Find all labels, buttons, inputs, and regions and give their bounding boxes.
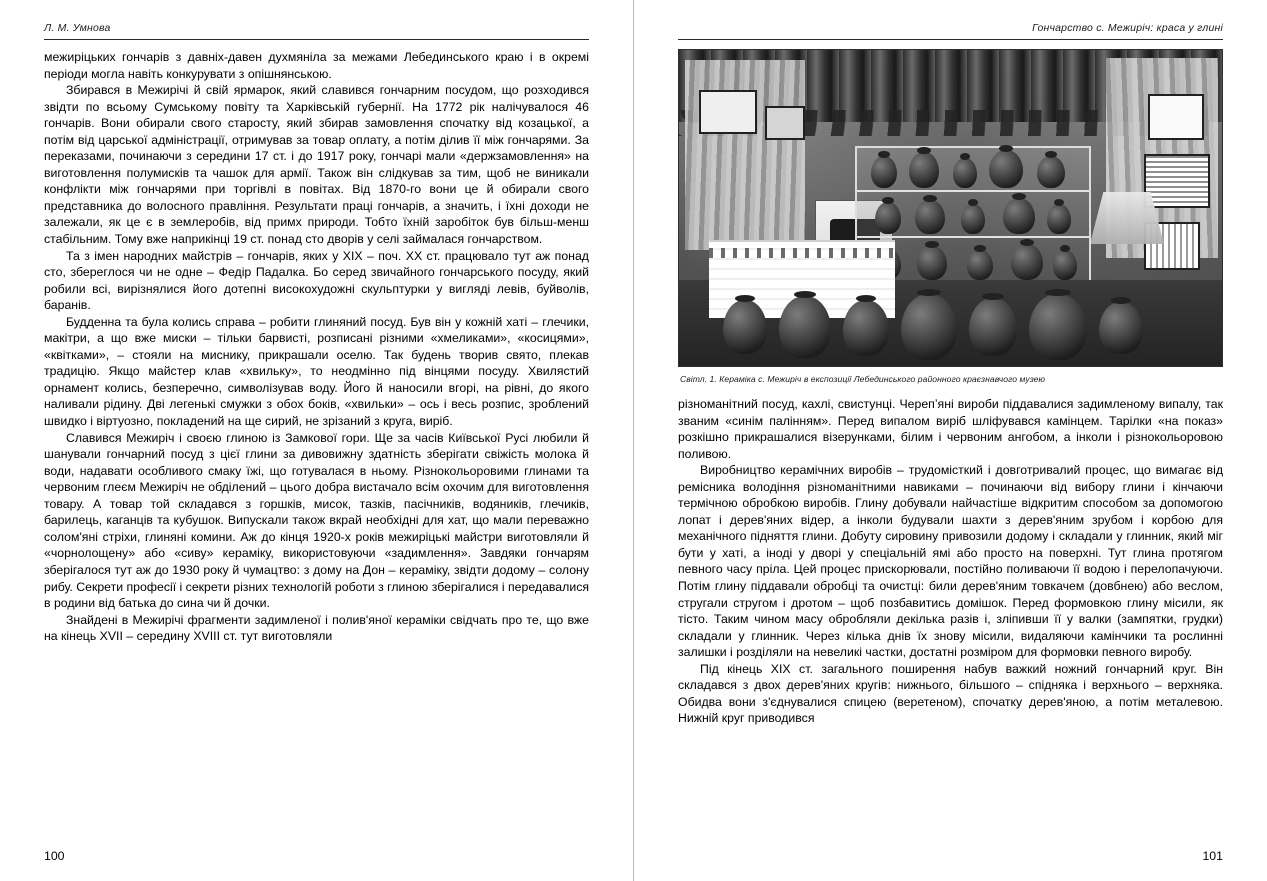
ceramic-pot <box>953 158 977 188</box>
ceramic-pot <box>961 204 985 234</box>
ceramic-pot-floor <box>1099 302 1143 354</box>
ceramic-pot <box>875 202 901 234</box>
ceramic-pot <box>909 152 939 188</box>
ceramic-pot-floor <box>1029 294 1087 360</box>
ceramic-pot <box>1053 250 1077 280</box>
running-head-left: Л. М. Умнова <box>44 22 111 34</box>
ceramic-pot <box>1003 198 1035 234</box>
museum-exposition-photo <box>679 50 1222 366</box>
body-text-left <box>44 49 589 645</box>
embroidered-towel <box>1144 154 1210 208</box>
wall-frame <box>699 90 757 134</box>
ceramic-pot-floor <box>723 300 767 354</box>
ceramic-pot-floor <box>969 298 1017 356</box>
page-number-right: 101 <box>1202 849 1223 863</box>
running-head-right: Гончарство с. Межиріч: краса у глині <box>1032 22 1223 34</box>
page-right-content <box>678 22 1223 855</box>
ceramic-pot <box>915 200 945 234</box>
page-number-left: 100 <box>44 849 65 863</box>
header-rule-right <box>678 39 1223 40</box>
paragraph: межиріцьких гончарів з давніх-давен духмяніла за межами Лебединського краю і в окремі періоди могла навіть конкурувати з опішнянською. <box>44 50 589 81</box>
paragraph: Збирався в Межирічі й свій ярмарок, який славився гончарним посудом, що розходився звідти по всьому Сумському повіту та Харківській губернії. На 1772 рік налічувалося 46 гончарів. Вони обирали свого старосту, який збирав замовлення спочатку від козацької, а потім від царської адміністрації, отримував за товар оплату, а потім ділив її між гончарями. За переказами, починаючи з середини 17 ст. і до 1917 року, гончарі мали «держзамовлення» на виготовлення полумисків та чашок для армії. Також він слідкував за тим, щоб не виникали конфлікти між гончарями при торгівлі в повітах. Від 1870-го вони це й обирали свого представника до волосного правління. Результати праці гончарів, а значить, і їхні доходи не залежали, як це є в землеробів, від примх природи. Тобто їхній заробіток був більш-менш стабільним. Тому вже наприкінці 19 ст. понад сто дворів у селі займалася гончарством. <box>44 83 589 247</box>
ceramic-pot <box>967 250 993 280</box>
wall-frame <box>1148 94 1204 140</box>
ceramic-pot <box>989 150 1023 188</box>
photo-frame <box>678 49 1223 367</box>
page-left-content <box>44 22 589 855</box>
shelf <box>857 236 1089 238</box>
ceramic-pot <box>1047 204 1071 234</box>
ceramic-pot-floor <box>901 294 957 360</box>
figure-ceramics <box>678 49 1223 384</box>
wall-frame <box>765 106 805 140</box>
paragraph: Славився Межиріч і своєю глиною із Замкової гори. Ще за часів Київської Русі любили й шанували гончарний посуд з цієї глини за дивовижну здатність зберігати свіжість молока й води, надавати особливого смаку їжі, що готувалася в ньому. Різнокольоровими глинами та червоним глеєм Межиріч не обділений – цього добра вистачало всім охочим для виготовлення товару. А товар той складався з горшків, мисок, тазків, пасічників, водяників, глечиків, барилець, каганців та кубушок. Випускали також вкрай необхідні для хат, що мали переважно солом'яні стріхи, глиняні комини. Аж до кінця 1920-х років межиріцькі майстри виготовляли й «чорнолощену» або «сиву» кераміку, використовуючи «задимлення». Завдяки гончарям зберігалося тут аж до 1930 року й чумацтво: з дому на Дон – кераміку, звідти додому – солону рибу. Секрети професії і секрети різних технологій роботи з глиною зберігалися і передавалися в родини від батька до сина чи й дочки. <box>44 430 589 611</box>
ceramic-pot-floor <box>843 300 889 356</box>
left-curtain <box>685 60 805 250</box>
paragraph: Виробництво керамічних виробів – трудомісткий і довготривалий процес, що вимагає від ремісника володіння різноманітними навиками – починаючи від вибору глини і кінчаючи термічною обробкою виробів. Глину добували найчастіше відкритим способом за допомогою лопат і дерев'яних відер, а інколи будували шахти з дерев'яним зрубом і корбою для механічного підняття глини. Добуту сировину привозили додому і складали у глинник, який міг бути у хаті, а іноді у дворі у спеціальній ямі або просто на поверхні. Тут глина протягом певного часу пріла. Цей процес прискорювали, постійно поливаючи її водою і перелопачуючи. Потім глину піддавали обробці та очистці: били дерев'яним товкачем (довбнею) або веслом, стругали стругом і дротом – щоб позбавитись домішок. Перед формовкою глину місили, як тісто. Таким чином масу обробляли декілька разів і, зліпивши її у валки (зампятки, грудки) складали у глинник. Через кілька днів їх знову місили, видаляючи камінчики та рослинні залишки і розділяли на невеликі частки, достатні розміром для формовки певного виробу. <box>678 463 1223 660</box>
page-right <box>634 0 1267 881</box>
ceramic-pot <box>871 156 897 188</box>
paragraph: Будденна та була колись справа – робити глиняний посуд. Був він у кожній хаті – глечики, макітри, а що вже миски – тільки барвисті, розписані різними «хмеликами», «косицями», «квітками», – стояли на миснику, прикрашали оселю. Так будень творив свято, плекав традицію. Якщо майстер клав «хвильку», то неодмінно під вінцями посуду. Хвилястий орнамент колись, безперечно, символізував воду. Його й наносили вгорі, на рівні, до якого наливали рідину. Дві легенькі смужки з обох боків, «хвильки» – ось і весь розпис, зроблений швидко і віртуозно, покладений на ще сирий, не зрізаний з круга, виріб. <box>44 314 589 429</box>
ceramic-pot <box>1037 156 1065 188</box>
paragraph: різноманітний посуд, кахлі, свистунці. Черепʼяні вироби піддавалися задимленому випалу, так званим «синім палінням». Перед випалом виріб шліфувався камінцем. Тарілки «на показ» розкішно прикрашалися візерунками, білим і червоним ангобом, а інколи і різнокольоровою поливою. <box>678 397 1223 461</box>
figure-caption-text: Кераміка с. Межиріч в експозиції Лебединського районного краєзнавчого музею <box>719 374 1046 384</box>
paragraph: Під кінець XIX ст. загального поширення набув важкий ножний гончарний круг. Він складався з двох дерев'яних кругів: нижнього, більшого – спідняка і верхнього – верхняка. Обидва вони з'єднувалися спицею (веретеном), спочатку дерев'яною, а потім металевою. Нижній круг приводився <box>678 661 1223 726</box>
ceramic-pot-floor <box>779 296 831 358</box>
ceramic-pot <box>917 246 947 280</box>
body-text-right <box>678 396 1223 727</box>
ceramic-pot <box>1011 244 1043 280</box>
paragraph: Та з імен народних майстрів – гончарів, яких у XIX – поч. XX ст. працювало тут аж понад сто, збереглося чи не одне – Федір Падалка. Бо серед звичайного гончарського посуду, який робили всі, вирізнялися його дотепні високохудожні скульптурки у вигляді левів, буйволів, баранів. <box>44 248 589 313</box>
header-rule-left <box>44 39 589 40</box>
figure-caption-number: Світл. 1. <box>680 374 717 384</box>
shelf <box>857 190 1089 192</box>
figure-caption <box>680 374 1223 384</box>
paragraph: Знайдені в Межирічі фрагменти задимленої і полив'яної кераміки свідчать про те, що вже на кінець XVII – середину XVIII ст. тут виготовляли <box>44 612 589 644</box>
page-left <box>0 0 633 881</box>
